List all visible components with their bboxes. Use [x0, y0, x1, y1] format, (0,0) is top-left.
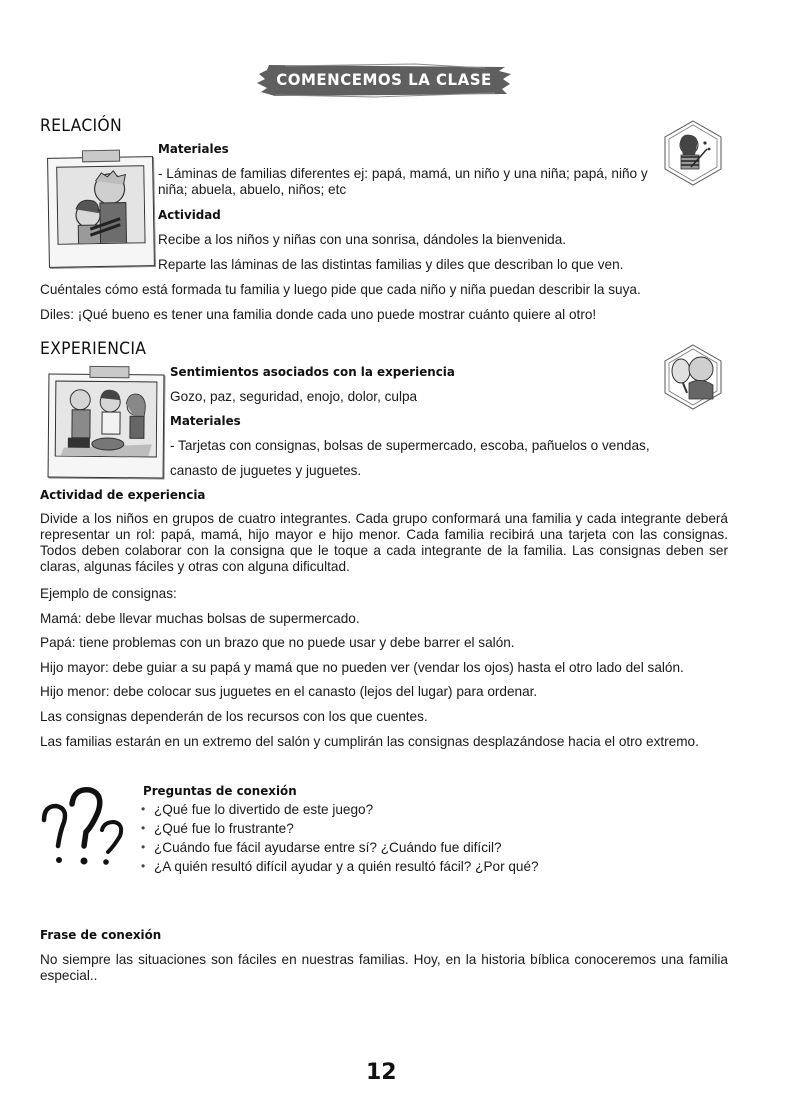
- experiencia-title: EXPERIENCIA: [40, 339, 147, 359]
- relacion-actividad-line: Reparte las láminas de las distintas familias y diles que describan lo que ven.: [158, 257, 624, 272]
- hexagon-badge-girl-violin-icon: [659, 119, 727, 187]
- sentimientos-heading: Sentimientos asociados con la experiencia: [170, 364, 455, 379]
- page-number: 12: [366, 1060, 397, 1085]
- preguntas-list: [141, 800, 539, 876]
- experiencia-materiales-line: - Tarjetas con consignas, bolsas de supermercado, escoba, pañuelos o vendas,: [170, 438, 650, 453]
- actividad-experiencia-paragraph: Divide a los niños en grupos de cuatro integrantes. Cada grupo conformará una familia y cada integrante deberá representar un rol: papá, mamá, hijo mayor e hijo menor. Cada familia recibirá una tarjeta con las consignas. Todos deben colaborar con la consigna que le toque a cada integrante de la familia. Las consignas deben ser claras, algunas fáciles y otras con alguna dificultad.: [40, 511, 728, 574]
- relacion-actividad-line: Diles: ¡Qué bueno es tener una familia donde cada uno puede mostrar cuánto quiere al otro!: [40, 307, 597, 322]
- frase-heading: Frase de conexión: [40, 927, 162, 942]
- ejemplo-line: Mamá: debe llevar muchas bolsas de supermercado.: [40, 611, 360, 626]
- pregunta-item: • ¿A quién resultó difícil ayudar y a quién resultó fácil? ¿Por qué?: [141, 857, 539, 876]
- relacion-actividad-line: Cuéntales cómo está formada tu familia y luego pide que cada niño y niña puedan describir la suya.: [40, 282, 641, 297]
- ejemplo-line: Ejemplo de consignas:: [40, 586, 177, 601]
- sentimientos-text: Gozo, paz, seguridad, enojo, dolor, culpa: [170, 389, 418, 404]
- ejemplo-line: Las consignas dependerán de los recursos con los que cuentes.: [40, 709, 428, 724]
- ejemplo-line: Papá: tiene problemas con un brazo que no puede usar y debe barrer el salón.: [40, 635, 515, 650]
- ejemplo-line: Hijo menor: debe colocar sus juguetes en el canasto (lejos del lugar) para ordenar.: [40, 684, 538, 699]
- experiencia-materiales-heading: Materiales: [170, 413, 241, 428]
- tape-icon: [89, 366, 129, 378]
- relacion-title: RELACIÓN: [40, 116, 123, 136]
- frase-text: No siempre las situaciones son fáciles en nuestras familias. Hoy, en la historia bíblica conoceremos una familia especial..: [40, 952, 728, 983]
- actividad-experiencia-heading: Actividad de experiencia: [40, 487, 206, 502]
- tape-icon: [82, 150, 120, 163]
- ejemplo-line: Hijo mayor: debe guiar a su papá y mamá que no pueden ver (vendar los ojos) hasta el otro lado del salón.: [40, 660, 684, 675]
- ejemplo-line: Las familias estarán en un extremo del salón y cumplirán las consignas desplazándose hacia el otro extremo.: [40, 734, 699, 749]
- relacion-materiales-text: - Láminas de familias diferentes ej: papá, mamá, un niño y una niña; papá, niño y niña; abuela, abuelo, niños; etc: [158, 166, 648, 197]
- preguntas-heading: Preguntas de conexión: [143, 783, 297, 798]
- experiencia-materiales-line: canasto de juguetes y juguetes.: [170, 463, 362, 478]
- section-banner: [255, 62, 513, 98]
- photo-man-hugging-girl-icon: [56, 165, 145, 245]
- pregunta-item: • ¿Cuándo fue fácil ayudarse entre sí? ¿Cuándo fue difícil?: [141, 838, 539, 857]
- relacion-photo-frame: [47, 156, 155, 268]
- relacion-actividad-heading: Actividad: [158, 207, 221, 222]
- pregunta-item: • ¿Qué fue lo frustrante?: [141, 819, 539, 838]
- relacion-materiales-heading: Materiales: [158, 141, 229, 156]
- relacion-actividad-line: Recibe a los niños y niñas con una sonrisa, dándoles la bienvenida.: [158, 232, 567, 247]
- photo-children-washing-feet-icon: [55, 381, 158, 458]
- experiencia-photo-frame: [48, 373, 165, 478]
- pregunta-item: • ¿Qué fue lo divertido de este juego?: [141, 800, 539, 819]
- hexagon-badge-boy-mirror-icon: [659, 343, 727, 411]
- question-marks-icon: [38, 784, 128, 868]
- banner-title: COMENCEMOS LA CLASE: [276, 70, 492, 90]
